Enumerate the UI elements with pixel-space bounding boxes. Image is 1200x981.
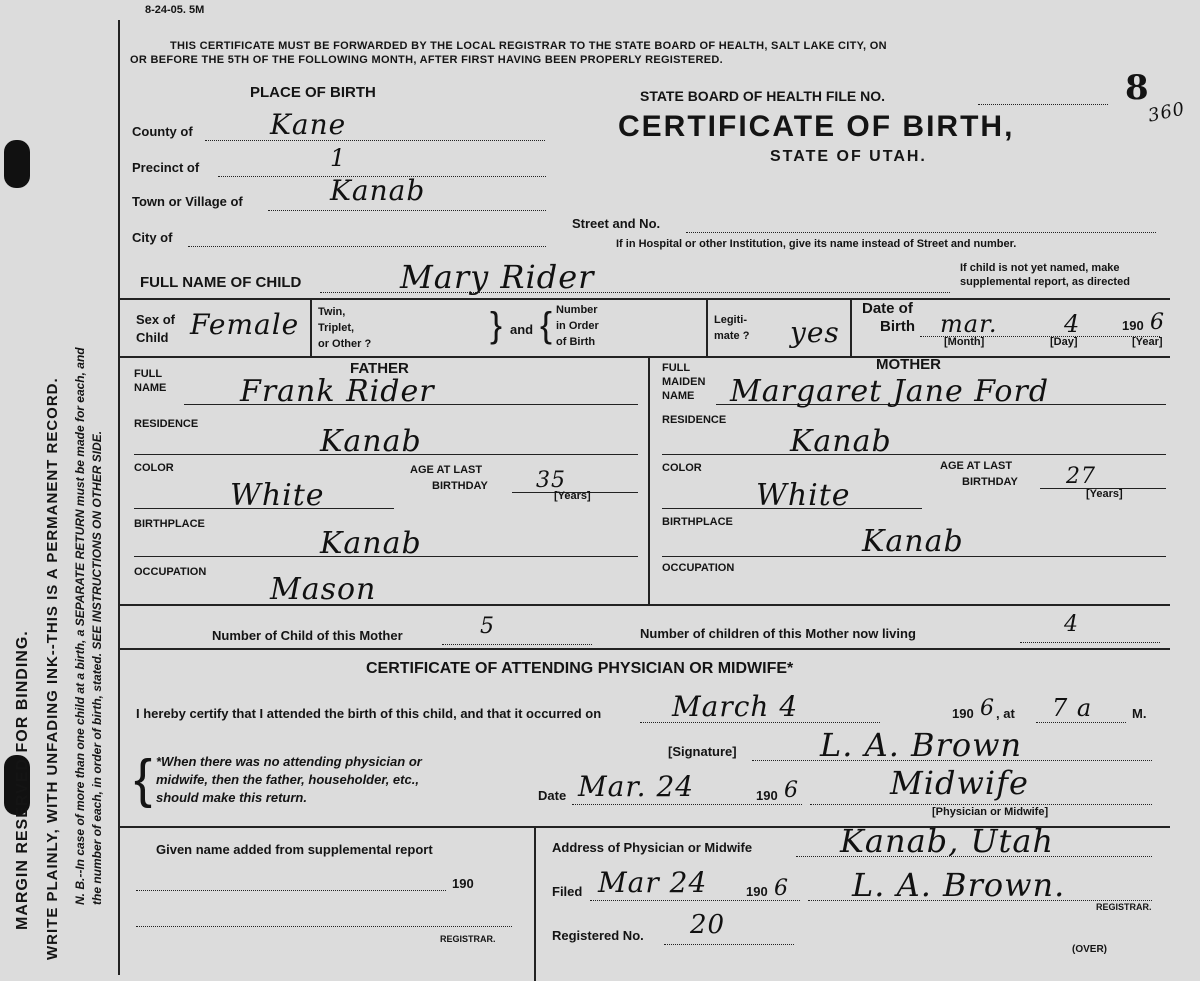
title-value: Midwife bbox=[890, 764, 1029, 802]
city-label: City of bbox=[132, 230, 173, 245]
father-heading: FATHER bbox=[350, 360, 409, 377]
sign-year-prefix: 190 bbox=[756, 788, 778, 803]
hospital-note: If in Hospital or other Institution, give its name instead of Street and number. bbox=[616, 238, 1017, 250]
mother-birthplace-label: BIRTHPLACE bbox=[662, 516, 733, 528]
living-field[interactable] bbox=[1020, 642, 1160, 643]
twin-label-2: Triplet, bbox=[318, 322, 355, 334]
county-field[interactable] bbox=[205, 140, 545, 141]
father-color-value: White bbox=[230, 478, 325, 513]
registrar-caption-1: REGISTRAR. bbox=[440, 934, 496, 944]
father-residence-label: RESIDENCE bbox=[134, 418, 199, 430]
father-occupation-label: OCCUPATION bbox=[134, 566, 207, 578]
given-name-label: Given name added from supplemental report bbox=[156, 842, 433, 857]
divider-3 bbox=[118, 604, 1170, 606]
title-field[interactable] bbox=[810, 804, 1152, 805]
signature-value: L. A. Brown bbox=[820, 726, 1023, 764]
father-age-label-2: BIRTHDAY bbox=[432, 480, 488, 492]
and-label: and bbox=[510, 322, 534, 337]
divider-1 bbox=[118, 298, 1170, 300]
mother-color-label: COLOR bbox=[662, 462, 702, 474]
nb-note-line2: the number of each, in order of birth, stated. SEE INSTRUCTIONS ON OTHER SIDE. bbox=[90, 430, 104, 905]
father-name-label-2: NAME bbox=[134, 382, 167, 394]
registrar-line-1[interactable] bbox=[136, 926, 512, 927]
nb-note-line1: N. B.--In case of more than one child at a birth, a SEPARATE RETURN must be made for each, and bbox=[73, 347, 87, 905]
sign-year-suffix: 6 bbox=[784, 778, 799, 803]
father-residence-value: Kanab bbox=[320, 424, 422, 459]
divider-v2 bbox=[706, 298, 708, 356]
mother-residence-label: RESIDENCE bbox=[662, 414, 727, 426]
divider-v1 bbox=[310, 298, 312, 356]
twin-label-3: or Other ? bbox=[318, 338, 372, 350]
father-birthplace-value: Kanab bbox=[320, 526, 422, 561]
mother-age-label-2: BIRTHDAY bbox=[962, 476, 1018, 488]
registered-value: 20 bbox=[690, 910, 726, 940]
living-label: Number of children of this Mother now living bbox=[640, 626, 916, 641]
certify-text: I hereby certify that I attended the birth of this child, and that it occurred on bbox=[136, 706, 602, 721]
brace-left: } bbox=[490, 304, 503, 345]
father-age-label-1: AGE AT LAST bbox=[410, 464, 483, 476]
twin-label-1: Twin, bbox=[318, 306, 346, 318]
sign-date-value: Mar. 24 bbox=[578, 770, 695, 803]
dob-month: mar. bbox=[940, 310, 998, 338]
street-field[interactable] bbox=[686, 232, 1156, 233]
file-no-label: STATE BOARD OF HEALTH FILE NO. bbox=[640, 88, 885, 104]
file-no-line bbox=[978, 104, 1108, 105]
physician-heading: CERTIFICATE OF ATTENDING PHYSICIAN OR MIDWIFE* bbox=[366, 660, 794, 677]
note-line3: should make this return. bbox=[156, 790, 307, 805]
over-label: (OVER) bbox=[1072, 944, 1107, 955]
certificate-subtitle: STATE OF UTAH. bbox=[770, 148, 927, 165]
notice-line2: OR BEFORE THE 5TH OF THE FOLLOWING MONTH, AFTER FIRST HAVING BEEN PROPERLY REGISTERED. bbox=[130, 54, 723, 66]
mother-name-label-3: NAME bbox=[662, 390, 695, 402]
father-name-label-1: FULL bbox=[134, 368, 163, 380]
father-mother-divider bbox=[648, 356, 650, 604]
child-name-note1: If child is not yet named, make bbox=[960, 262, 1120, 274]
mother-residence-value: Kanab bbox=[790, 424, 892, 459]
registered-field[interactable] bbox=[664, 944, 794, 945]
number-label-3: of Birth bbox=[556, 336, 596, 348]
mother-birthplace-value: Kanab bbox=[862, 524, 964, 559]
filed-signature-value: L. A. Brown. bbox=[852, 866, 1066, 904]
registered-label: Registered No. bbox=[552, 928, 644, 943]
filed-year-prefix: 190 bbox=[746, 884, 768, 899]
birth-year-suffix: 6 bbox=[980, 696, 995, 721]
month-caption: [Month] bbox=[944, 336, 985, 348]
place-of-birth-heading: PLACE OF BIRTH bbox=[250, 84, 376, 101]
father-years-caption: [Years] bbox=[554, 490, 591, 502]
mother-age-label-1: AGE AT LAST bbox=[940, 460, 1013, 472]
signature-label: [Signature] bbox=[668, 744, 737, 759]
form-code: 8-24-05. 5M bbox=[145, 4, 205, 16]
year-caption: [Year] bbox=[1132, 336, 1163, 348]
punch-hole bbox=[4, 140, 30, 188]
town-label: Town or Village of bbox=[132, 194, 243, 209]
certificate-title: CERTIFICATE OF BIRTH, bbox=[618, 110, 1015, 143]
child-number-label: Number of Child of this Mother bbox=[212, 628, 403, 643]
mother-age-value: 27 bbox=[1066, 464, 1096, 489]
address-value: Kanab, Utah bbox=[840, 822, 1055, 860]
write-plainly-text: WRITE PLAINLY, WITH UNFADING INK--THIS IS A PERMANENT RECORD. bbox=[44, 377, 61, 960]
town-field[interactable] bbox=[268, 210, 546, 211]
filed-year-suffix: 6 bbox=[774, 876, 789, 901]
sign-date-field[interactable] bbox=[572, 804, 802, 805]
legit-label-1: Legiti- bbox=[714, 314, 747, 326]
title-caption: [Physician or Midwife] bbox=[932, 806, 1049, 818]
note-line1: *When there was no attending physician or bbox=[156, 754, 422, 769]
father-age-value: 35 bbox=[536, 468, 566, 493]
given-year: 190 bbox=[452, 876, 474, 891]
father-occupation-value: Mason bbox=[270, 572, 377, 607]
child-number-field[interactable] bbox=[442, 644, 592, 645]
county-value: Kane bbox=[270, 108, 347, 141]
child-name-label: FULL NAME OF CHILD bbox=[140, 274, 302, 291]
m-label: M. bbox=[1132, 706, 1147, 721]
brace-right: { bbox=[540, 304, 553, 345]
number-label-2: in Order bbox=[556, 320, 599, 332]
registrar-caption-2: REGISTRAR. bbox=[1096, 902, 1152, 912]
mother-occupation-label: OCCUPATION bbox=[662, 562, 735, 574]
day-caption: [Day] bbox=[1050, 336, 1078, 348]
father-color-label: COLOR bbox=[134, 462, 174, 474]
mother-name-value: Margaret Jane Ford bbox=[730, 374, 1050, 409]
child-name-note2: supplemental report, as directed bbox=[960, 276, 1130, 288]
filed-label: Filed bbox=[552, 884, 583, 899]
child-number-value: 5 bbox=[480, 614, 495, 639]
note-brace: { bbox=[134, 749, 153, 809]
mother-years-caption: [Years] bbox=[1086, 488, 1123, 500]
sex-value: Female bbox=[190, 308, 300, 341]
divider-4 bbox=[118, 648, 1170, 650]
dob-label-1: Date of bbox=[862, 300, 913, 317]
address-label: Address of Physician or Midwife bbox=[552, 840, 753, 855]
registry-divider bbox=[534, 826, 536, 981]
precinct-value: 1 bbox=[330, 144, 347, 172]
given-name-field[interactable] bbox=[136, 890, 446, 891]
dob-year-suffix: 6 bbox=[1150, 310, 1165, 335]
dob-year-prefix: 190 bbox=[1122, 318, 1144, 333]
father-name-value: Frank Rider bbox=[240, 374, 435, 409]
date-label: Date bbox=[538, 788, 567, 803]
birth-time-field[interactable] bbox=[1036, 722, 1126, 723]
mother-name-label-1: FULL bbox=[662, 362, 691, 374]
file-no-extra: 360 bbox=[1146, 98, 1188, 127]
file-no-value: 8 bbox=[1125, 68, 1149, 108]
filed-date-field[interactable] bbox=[590, 900, 800, 901]
number-label-1: Number bbox=[556, 304, 598, 316]
birth-date-value: March 4 bbox=[672, 690, 799, 723]
legit-label-2: mate ? bbox=[714, 330, 750, 342]
dob-label-2: Birth bbox=[880, 318, 915, 335]
precinct-label: Precinct of bbox=[132, 160, 200, 175]
legit-value: yes bbox=[790, 316, 840, 349]
child-name-value: Mary Rider bbox=[400, 258, 595, 296]
margin-rule bbox=[118, 20, 120, 975]
city-field[interactable] bbox=[188, 246, 546, 247]
filed-date-value: Mar 24 bbox=[598, 866, 708, 899]
margin-reserved-text: MARGIN RESERVED FOR BINDING. bbox=[14, 630, 31, 930]
notice-line1: THIS CERTIFICATE MUST BE FORWARDED BY THE LOCAL REGISTRAR TO THE STATE BOARD OF HEALTH, SALT LAKE CITY, ON bbox=[170, 40, 887, 52]
town-value: Kanab bbox=[330, 174, 426, 207]
birth-time-value: 7 a bbox=[1052, 694, 1093, 722]
mother-color-value: White bbox=[756, 478, 851, 513]
street-label: Street and No. bbox=[572, 216, 661, 231]
mother-heading: MOTHER bbox=[876, 356, 941, 373]
mother-name-label-2: MAIDEN bbox=[662, 376, 706, 388]
dob-day: 4 bbox=[1064, 310, 1081, 338]
sex-label-2: Child bbox=[136, 330, 169, 345]
living-value: 4 bbox=[1064, 612, 1079, 637]
county-label: County of bbox=[132, 124, 193, 139]
father-birthplace-label: BIRTHPLACE bbox=[134, 518, 205, 530]
note-line2: midwife, then the father, householder, etc., bbox=[156, 772, 419, 787]
at-label: , at bbox=[996, 706, 1015, 721]
divider-v3 bbox=[850, 298, 852, 356]
divider-2 bbox=[118, 356, 1170, 358]
sex-label-1: Sex of bbox=[136, 312, 176, 327]
birth-year-prefix: 190 bbox=[952, 706, 974, 721]
mother-residence-field[interactable] bbox=[662, 454, 1166, 455]
